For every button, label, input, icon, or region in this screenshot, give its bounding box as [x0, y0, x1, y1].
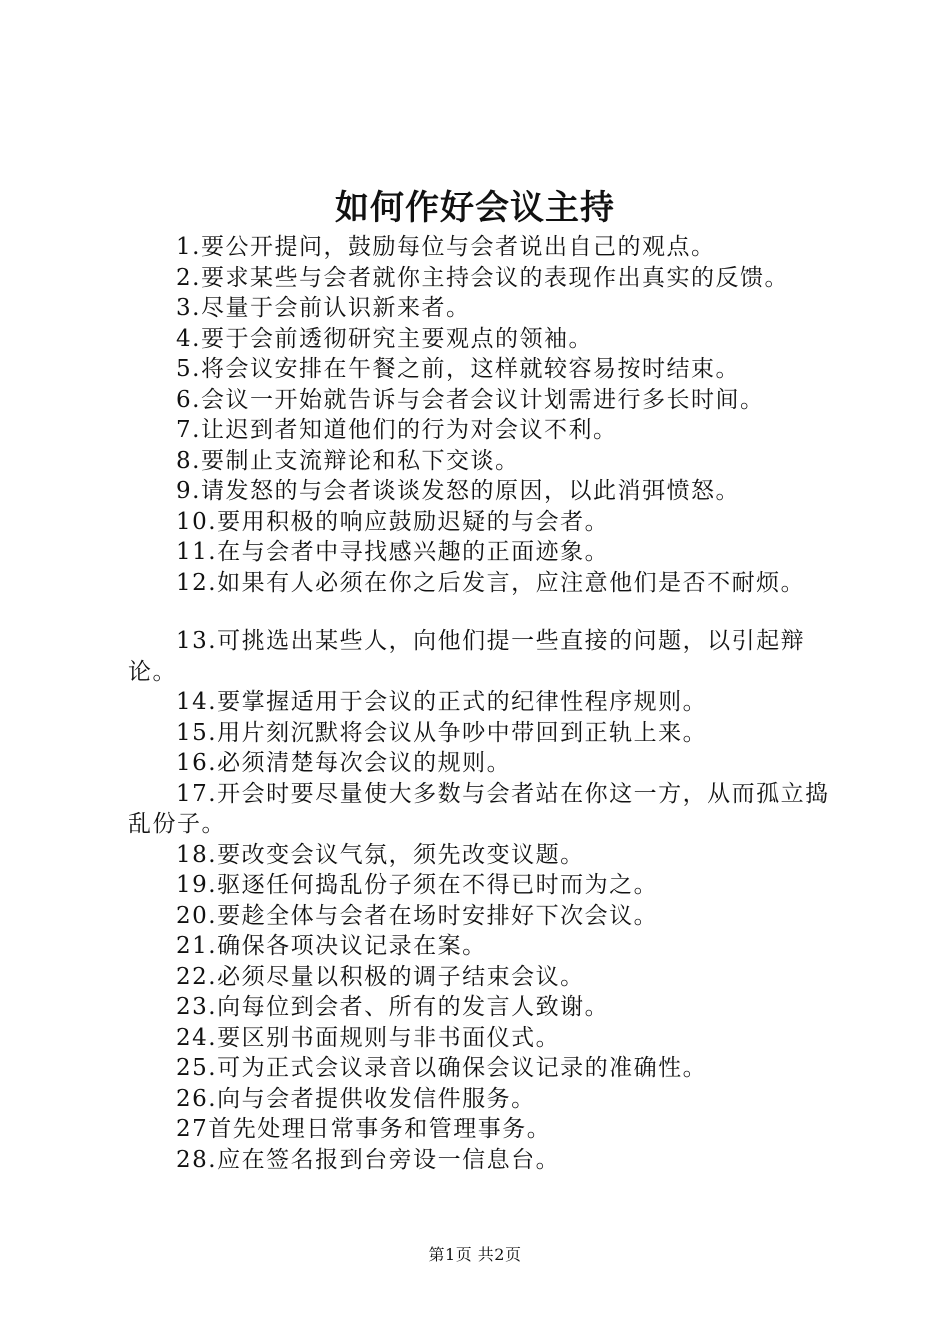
list-item: 17.开会时要尽量使大多数与会者站在你这一方，从而孤立捣乱份子。 — [128, 780, 830, 837]
list-item: 16.必须清楚每次会议的规则。 — [176, 750, 512, 776]
list-item: 15.用片刻沉默将会议从争吵中带回到正轨上来。 — [176, 719, 708, 746]
list-item: 3.尽量于会前认识新来者。 — [176, 295, 471, 321]
list-item: 20.要趁全体与会者在场时安排好下次会议。 — [176, 902, 659, 929]
list-item: 23.向每位到会者、所有的发言人致谢。 — [176, 994, 610, 1020]
list-item: 26.向与会者提供收发信件服务。 — [176, 1085, 536, 1112]
page-number-footer: 第1页 共2页 — [428, 1245, 522, 1264]
list-item: 8.要制止支流辩论和私下交谈。 — [176, 447, 520, 474]
list-item: 14.要掌握适用于会议的正式的纪律性程序规则。 — [176, 689, 708, 715]
list-item: 5.将会议安排在午餐之前，这样就较容易按时结束。 — [176, 356, 740, 382]
item-list — [128, 232, 833, 1175]
list-item: 21.确保各项决议记录在案。 — [176, 933, 487, 959]
list-item: 12.如果有人必须在你之后发言，应注意他们是否不耐烦。 — [176, 569, 806, 596]
document-title: 如何作好会议主持 — [335, 188, 615, 228]
list-item: 11.在与会者中寻找感兴趣的正面迹象。 — [176, 539, 610, 565]
list-item: 10.要用积极的响应鼓励迟疑的与会者。 — [176, 508, 610, 535]
list-item: 2.要求某些与会者就你主持会议的表现作出真实的反馈。 — [176, 264, 789, 291]
list-item: 7.让迟到者知道他们的行为对会议不利。 — [176, 417, 618, 443]
list-item: 13.可挑选出某些人，向他们提一些直接的问题，以引起辩论。 — [128, 628, 806, 685]
list-item: 6.会议一开始就告诉与会者会议计划需进行多长时间。 — [176, 386, 765, 413]
list-item: 4.要于会前透彻研究主要观点的领袖。 — [176, 325, 593, 352]
list-item: 19.驱逐任何捣乱份子须在不得已时而为之。 — [176, 872, 659, 898]
list-item: 1.要公开提问，鼓励每位与会者说出自己的观点。 — [176, 234, 716, 260]
list-item: 22.必须尽量以积极的调子结束会议。 — [176, 963, 585, 990]
list-item: 25.可为正式会议录音以确保会议记录的准确性。 — [176, 1055, 708, 1081]
list-item: 24.要区别书面规则与非书面仪式。 — [176, 1024, 561, 1051]
list-item: 28.应在签名报到台旁设一信息台。 — [176, 1146, 561, 1173]
list-item: 18.要改变会议气氛，须先改变议题。 — [176, 841, 585, 868]
list-item: 9.请发怒的与会者谈谈发怒的原因，以此消弭愤怒。 — [176, 478, 740, 504]
list-item: 27首先处理日常事务和管理事务。 — [176, 1116, 552, 1142]
